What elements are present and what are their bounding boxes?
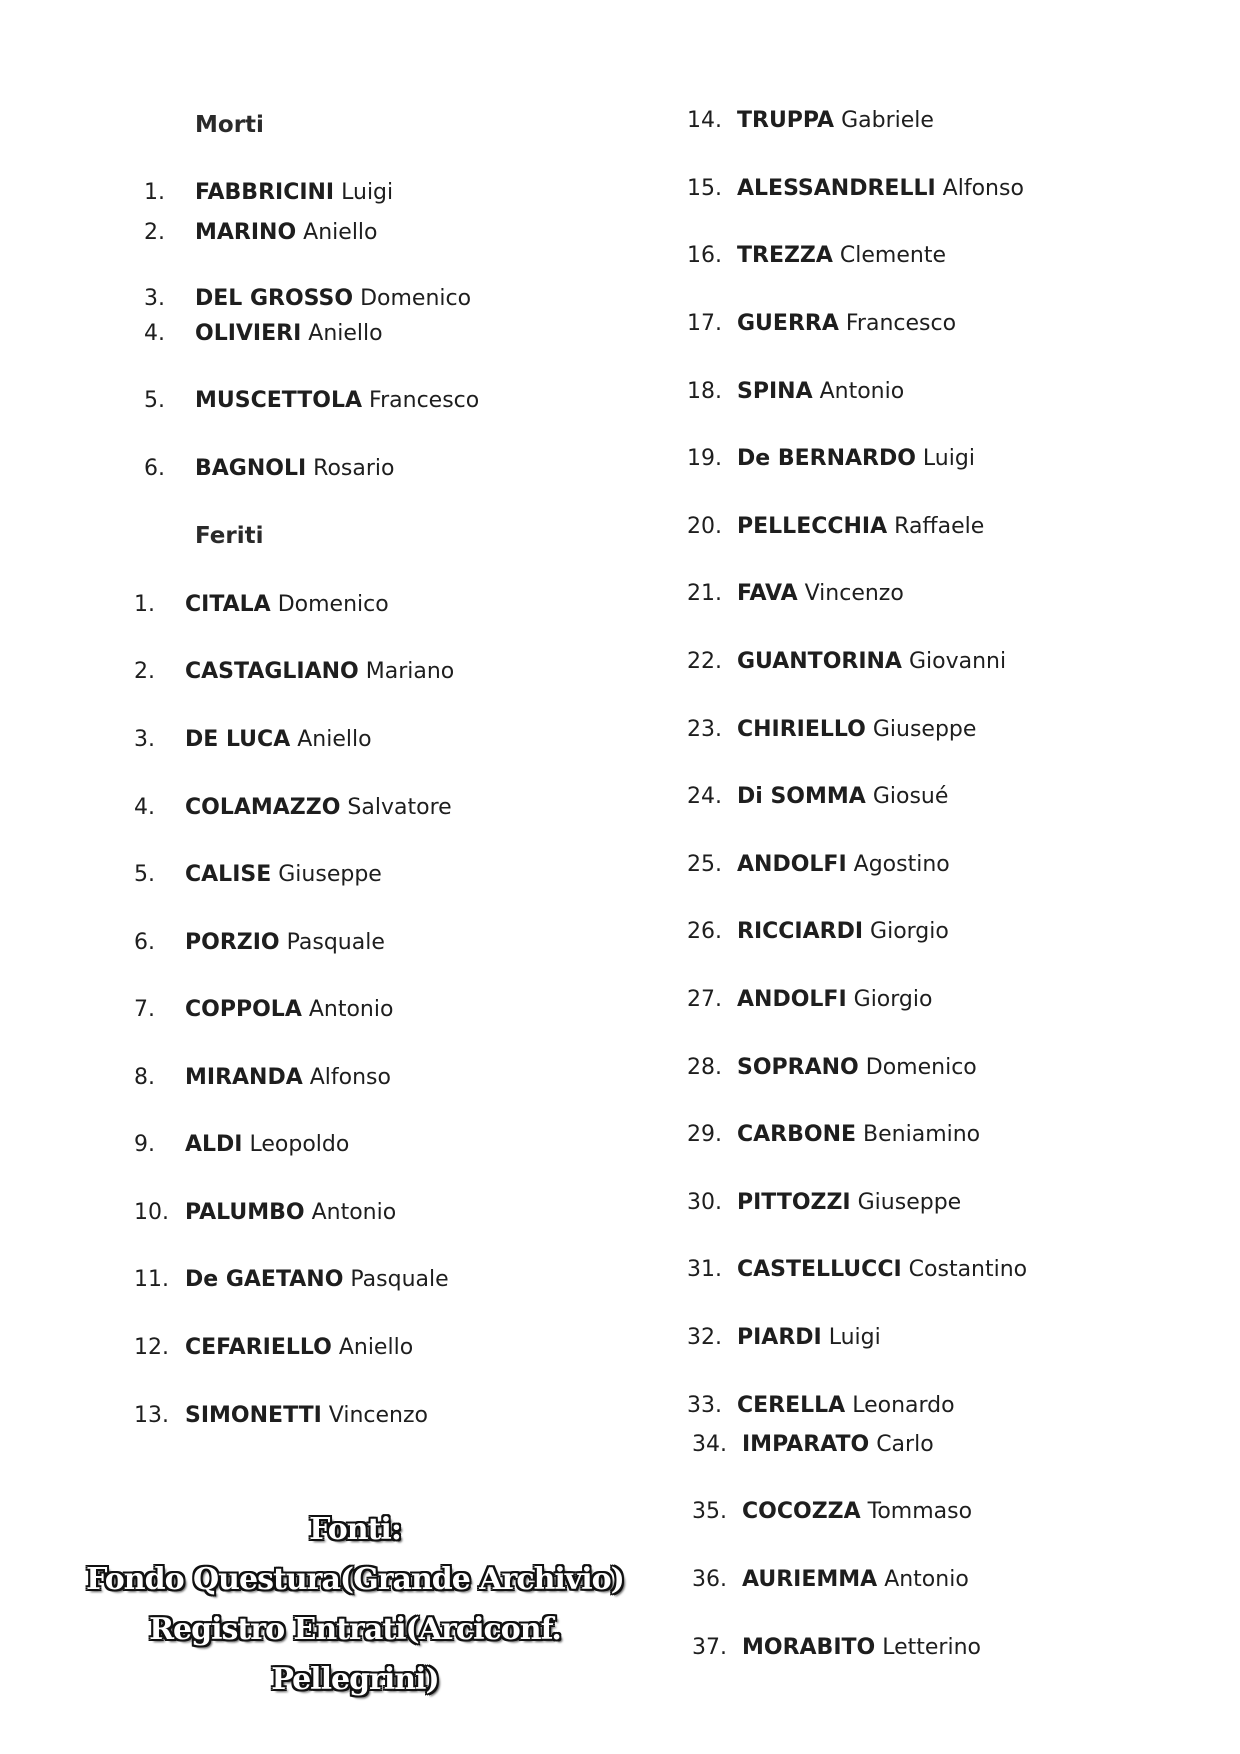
- entry-name: [737, 987, 932, 1013]
- entry-given-name: Leopoldo: [249, 1132, 350, 1157]
- entry-given-name: Francesco: [845, 311, 957, 336]
- entry-name: [185, 862, 382, 888]
- feriti-heading: Feriti: [195, 523, 264, 549]
- entry-given-name: Antonio: [308, 997, 394, 1022]
- entry-surname: TRUPPA: [737, 108, 835, 133]
- entry-given-name: Tommaso: [867, 1499, 973, 1524]
- entry-surname: SIMONETTI: [185, 1403, 322, 1428]
- entry-surname: MORABITO: [742, 1635, 876, 1660]
- entry-surname: FABBRICINI: [195, 180, 335, 205]
- entry-number: 13.: [134, 1403, 169, 1428]
- entry-surname: De BERNARDO: [737, 446, 916, 471]
- entry-number: 30.: [687, 1190, 722, 1215]
- sources-title: Fonti:: [309, 1512, 401, 1547]
- entry-given-name: Aniello: [308, 321, 383, 346]
- entry-surname: DEL GROSSO: [195, 286, 354, 311]
- entry-given-name: Giorgio: [853, 987, 933, 1012]
- entry-name: [737, 1055, 977, 1081]
- sources-block: [80, 1505, 630, 1705]
- entry-given-name: Antonio: [819, 379, 905, 404]
- entry-name: [195, 388, 479, 414]
- entry-number: 37.: [692, 1635, 727, 1660]
- entry-number: 9.: [134, 1132, 155, 1157]
- entry-name: [195, 286, 471, 312]
- entry-given-name: Salvatore: [347, 795, 452, 820]
- entry-given-name: Giosué: [872, 784, 949, 809]
- entry-number: 2.: [144, 220, 165, 245]
- entry-number: 14.: [687, 108, 722, 133]
- entry-number: 25.: [687, 852, 722, 877]
- entry-given-name: Aniello: [303, 220, 378, 245]
- entry-name: [185, 930, 385, 956]
- sources-line: Registro Entrati(Arciconf. Pellegrini): [149, 1612, 561, 1697]
- entry-name: [742, 1432, 934, 1458]
- entry-surname: IMPARATO: [742, 1432, 870, 1457]
- entry-name: [737, 514, 984, 540]
- entry-surname: MUSCETTOLA: [195, 388, 363, 413]
- entry-given-name: Luigi: [341, 180, 394, 205]
- entry-given-name: Agostino: [853, 852, 950, 877]
- entry-name: [185, 1065, 391, 1091]
- entry-surname: PITTOZZI: [737, 1190, 851, 1215]
- entry-number: 12.: [134, 1335, 169, 1360]
- entry-name: [737, 1393, 955, 1419]
- entry-number: 2.: [134, 659, 155, 684]
- entry-surname: Di SOMMA: [737, 784, 866, 809]
- entry-given-name: Luigi: [922, 446, 975, 471]
- entry-given-name: Antonio: [884, 1567, 969, 1592]
- entry-given-name: Giuseppe: [857, 1190, 962, 1215]
- entry-name: [195, 456, 395, 482]
- entry-name: [185, 1403, 428, 1429]
- entry-given-name: Letterino: [882, 1635, 981, 1660]
- entry-name: [195, 321, 383, 347]
- entry-surname: SOPRANO: [737, 1055, 859, 1080]
- entry-surname: ALESSANDRELLI: [737, 176, 936, 201]
- entry-given-name: Vincenzo: [804, 581, 904, 606]
- entry-name: [737, 108, 934, 134]
- entry-name: [195, 180, 393, 206]
- entry-surname: GUERRA: [737, 311, 839, 336]
- entry-surname: CASTELLUCCI: [737, 1257, 902, 1282]
- entry-surname: PALUMBO: [185, 1200, 305, 1225]
- entry-number: 22.: [687, 649, 722, 674]
- entry-given-name: Antonio: [311, 1200, 397, 1225]
- entry-name: [737, 446, 975, 472]
- entry-name: [737, 581, 904, 607]
- entry-name: [742, 1567, 969, 1593]
- entry-number: 23.: [687, 717, 722, 742]
- entry-number: 32.: [687, 1325, 722, 1350]
- entry-number: 36.: [692, 1567, 727, 1592]
- entry-given-name: Alfonso: [942, 176, 1024, 201]
- entry-given-name: Francesco: [369, 388, 480, 413]
- entry-surname: CEFARIELLO: [185, 1335, 332, 1360]
- entry-given-name: Aniello: [297, 727, 372, 752]
- entry-surname: CASTAGLIANO: [185, 659, 359, 684]
- entry-given-name: Giuseppe: [278, 862, 382, 887]
- entry-name: [737, 311, 956, 337]
- entry-name: [185, 1267, 449, 1293]
- entry-surname: CERELLA: [737, 1393, 846, 1418]
- entry-surname: AURIEMMA: [742, 1567, 878, 1592]
- entry-surname: OLIVIERI: [195, 321, 302, 346]
- entry-number: 29.: [687, 1122, 722, 1147]
- entry-name: [185, 659, 454, 685]
- entry-name: [742, 1499, 972, 1525]
- entry-number: 1.: [144, 180, 165, 205]
- entry-given-name: Clemente: [839, 243, 946, 268]
- entry-name: [737, 176, 1024, 202]
- entry-surname: PORZIO: [185, 930, 280, 955]
- entry-name: [185, 795, 452, 821]
- entry-name: [737, 717, 976, 743]
- entry-name: [737, 1190, 961, 1216]
- entry-number: 5.: [134, 862, 155, 887]
- entry-number: 33.: [687, 1393, 722, 1418]
- entry-given-name: Leonardo: [852, 1393, 955, 1418]
- entry-given-name: Gabriele: [841, 108, 934, 133]
- entry-number: 6.: [144, 456, 165, 481]
- entry-number: 27.: [687, 987, 722, 1012]
- entry-number: 4.: [144, 321, 165, 346]
- entry-number: 24.: [687, 784, 722, 809]
- entry-name: [737, 919, 949, 945]
- entry-number: 19.: [687, 446, 722, 471]
- entry-surname: COPPOLA: [185, 997, 302, 1022]
- entry-given-name: Rosario: [313, 456, 395, 481]
- entry-name: [737, 243, 946, 269]
- entry-given-name: Domenico: [360, 286, 472, 311]
- entry-name: [742, 1635, 981, 1661]
- entry-number: 3.: [144, 286, 165, 311]
- entry-given-name: Luigi: [828, 1325, 881, 1350]
- entry-number: 28.: [687, 1055, 722, 1080]
- entry-surname: BAGNOLI: [195, 456, 307, 481]
- entry-given-name: Pasquale: [350, 1267, 449, 1292]
- entry-number: 34.: [692, 1432, 727, 1457]
- entry-given-name: Pasquale: [286, 930, 385, 955]
- entry-given-name: Vincenzo: [328, 1403, 428, 1428]
- entry-number: 21.: [687, 581, 722, 606]
- entry-surname: FAVA: [737, 581, 798, 606]
- entry-surname: CARBONE: [737, 1122, 857, 1147]
- entry-name: [195, 220, 378, 246]
- entry-given-name: Alfonso: [309, 1065, 391, 1090]
- entry-surname: MARINO: [195, 220, 297, 245]
- entry-given-name: Domenico: [865, 1055, 977, 1080]
- entry-name: [737, 784, 948, 810]
- entry-number: 11.: [134, 1267, 169, 1292]
- entry-number: 20.: [687, 514, 722, 539]
- entry-number: 10.: [134, 1200, 169, 1225]
- entry-number: 4.: [134, 795, 155, 820]
- entry-surname: ANDOLFI: [737, 852, 847, 877]
- entry-given-name: Aniello: [338, 1335, 414, 1360]
- entry-surname: ALDI: [185, 1132, 243, 1157]
- entry-name: [185, 592, 389, 618]
- entry-surname: COCOZZA: [742, 1499, 861, 1524]
- entry-number: 15.: [687, 176, 722, 201]
- entry-given-name: Mariano: [365, 659, 455, 684]
- entry-surname: GUANTORINA: [737, 649, 902, 674]
- entry-number: 35.: [692, 1499, 727, 1524]
- entry-name: [185, 997, 393, 1023]
- entry-number: 8.: [134, 1065, 155, 1090]
- entry-given-name: Domenico: [277, 592, 389, 617]
- entry-number: 17.: [687, 311, 722, 336]
- entry-name: [737, 852, 950, 878]
- entry-number: 5.: [144, 388, 165, 413]
- entry-surname: PIARDI: [737, 1325, 822, 1350]
- entry-given-name: Costantino: [908, 1257, 1028, 1282]
- entry-surname: DE LUCA: [185, 727, 291, 752]
- entry-surname: CITALA: [185, 592, 271, 617]
- entry-given-name: Giorgio: [870, 919, 949, 944]
- entry-name: [737, 379, 904, 405]
- entry-name: [737, 1325, 881, 1351]
- entry-name: [185, 727, 372, 753]
- entry-name: [185, 1132, 349, 1158]
- entry-surname: TREZZA: [737, 243, 833, 268]
- entry-given-name: Giovanni: [908, 649, 1007, 674]
- entry-number: 3.: [134, 727, 155, 752]
- entry-given-name: Raffaele: [894, 514, 985, 539]
- entry-surname: MIRANDA: [185, 1065, 303, 1090]
- entry-surname: ANDOLFI: [737, 987, 847, 1012]
- morti-heading: Morti: [195, 112, 264, 138]
- entry-number: 26.: [687, 919, 722, 944]
- entry-surname: COLAMAZZO: [185, 795, 341, 820]
- entry-name: [737, 649, 1006, 675]
- entry-number: 16.: [687, 243, 722, 268]
- entry-number: 6.: [134, 930, 155, 955]
- entry-number: 7.: [134, 997, 155, 1022]
- entry-given-name: Carlo: [876, 1432, 934, 1457]
- entry-given-name: Giuseppe: [872, 717, 977, 742]
- entry-name: [185, 1200, 396, 1226]
- entry-name: [737, 1122, 980, 1148]
- entry-number: 1.: [134, 592, 155, 617]
- entry-surname: SPINA: [737, 379, 813, 404]
- entry-surname: De GAETANO: [185, 1267, 344, 1292]
- entry-name: [737, 1257, 1027, 1283]
- entry-number: 18.: [687, 379, 722, 404]
- entry-surname: PELLECCHIA: [737, 514, 888, 539]
- entry-number: 31.: [687, 1257, 722, 1282]
- entry-surname: CHIRIELLO: [737, 717, 866, 742]
- entry-surname: CALISE: [185, 862, 272, 887]
- entry-surname: RICCIARDI: [737, 919, 864, 944]
- entry-given-name: Beniamino: [863, 1122, 981, 1147]
- entry-name: [185, 1335, 413, 1361]
- sources-line: Fondo Questura(Grande Archivio): [86, 1562, 624, 1597]
